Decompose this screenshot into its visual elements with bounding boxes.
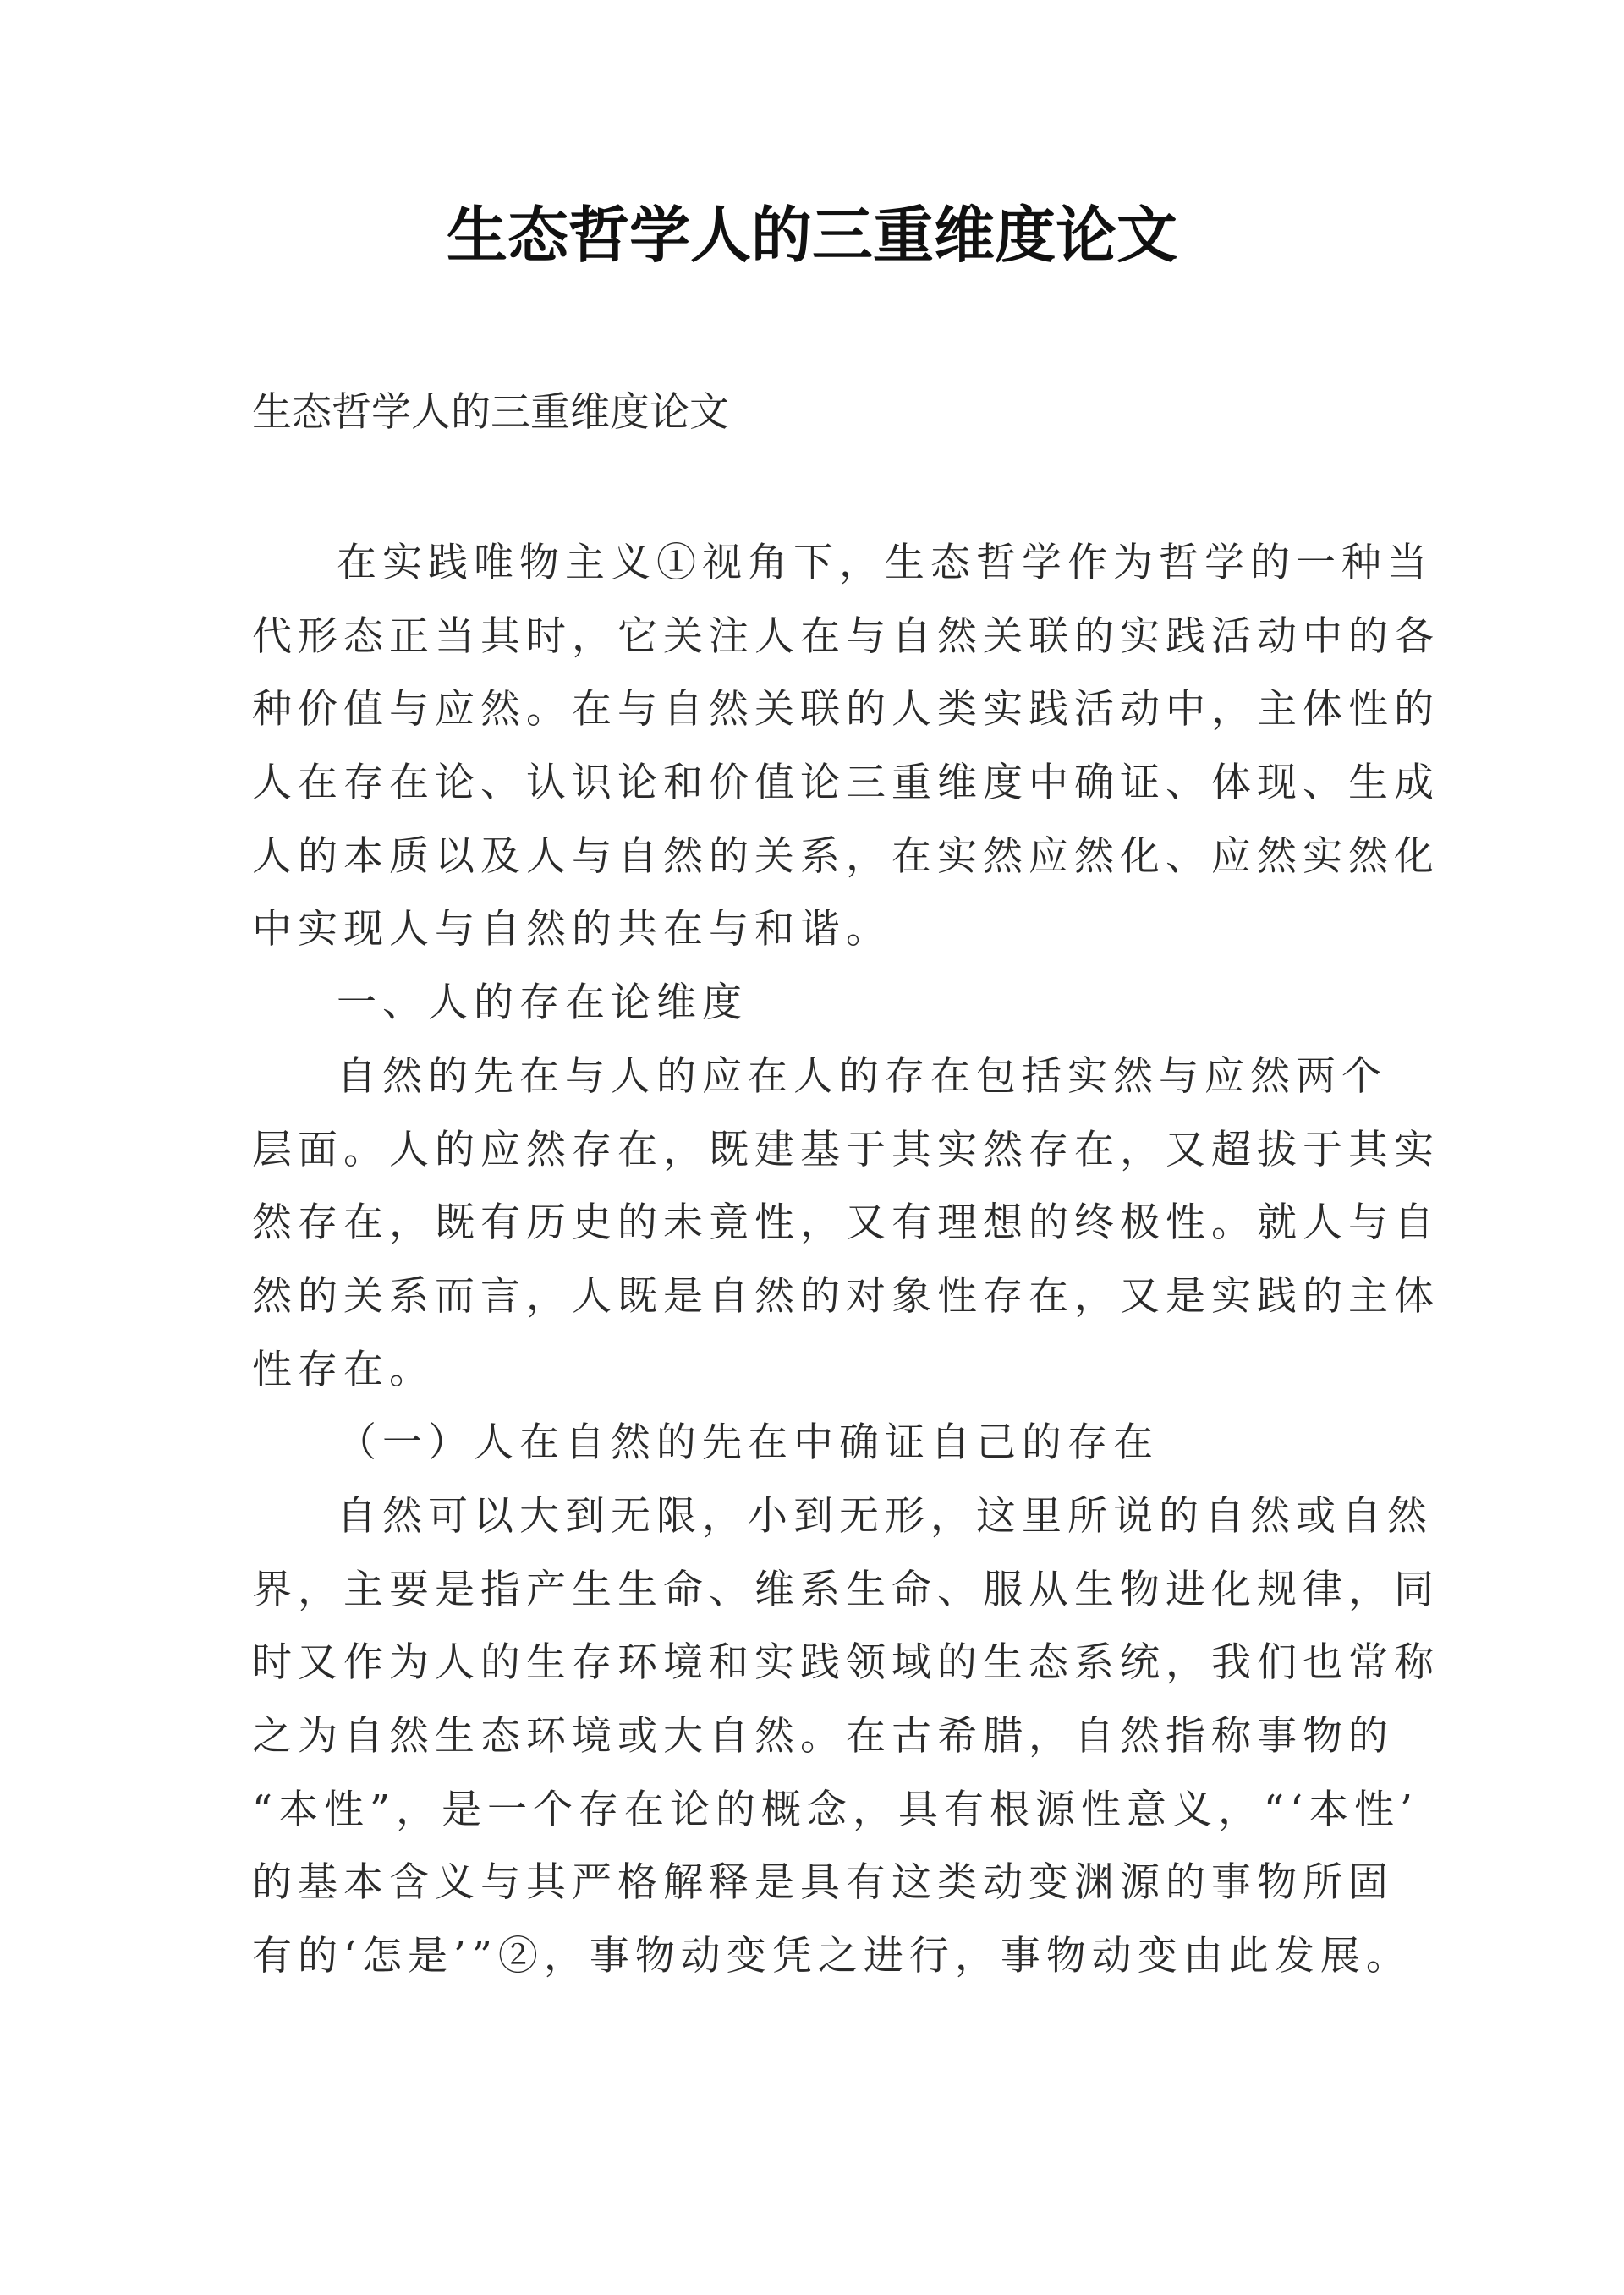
document-title: 生态哲学人的三重维度论文 <box>446 199 1177 271</box>
body-text-line: 性存在。 <box>252 1346 435 1393</box>
document-body <box>252 527 1453 1994</box>
body-text-line: 一、人的存在论维度 <box>337 980 748 1027</box>
body-text-line: 自然可以大到无限，小到无形，这里所说的自然或自然 <box>337 1492 1433 1540</box>
body-text-line: 自然的先在与人的应在人的存在包括实然与应然两个 <box>337 1052 1387 1100</box>
body-text-line: “本性”，是一个存在论的概念，具有根源性意义，“‘本性’ <box>252 1786 1418 1833</box>
body-text-line: 然存在，既有历史的未竟性，又有理想的终极性。就人与自 <box>252 1200 1440 1247</box>
body-text-line: 时又作为人的生存环境和实践领域的生态系统，我们也常称 <box>252 1639 1440 1687</box>
body-text-line: 中实现人与自然的共在与和谐。 <box>252 906 892 953</box>
body-text-line: 代形态正当其时，它关注人在与自然关联的实践活动中的各 <box>252 612 1440 660</box>
body-text-line: 界，主要是指产生生命、维系生命、服从生物进化规律，同 <box>252 1566 1440 1613</box>
body-text-line: 然的关系而言，人既是自然的对象性存在，又是实践的主体 <box>252 1272 1440 1320</box>
body-text-line: 有的‘怎是’”②，事物动变凭之进行，事物动变由此发展。 <box>252 1933 1412 1980</box>
body-text-line: 层面。人的应然存在，既建基于其实然存在，又超拔于其实 <box>252 1126 1440 1173</box>
document-subtitle: 生态哲学人的三重维度论文 <box>252 389 729 436</box>
body-text-line: 人在存在论、认识论和价值论三重维度中确证、体现、生成 <box>252 760 1440 807</box>
body-text-line: 人的本质以及人与自然的关系，在实然应然化、应然实然化 <box>252 832 1440 880</box>
body-text-line: 种价值与应然。在与自然关联的人类实践活动中，主体性的 <box>252 686 1440 733</box>
body-text-line: 在实践唯物主义①视角下，生态哲学作为哲学的一种当 <box>337 540 1433 586</box>
body-text-line: 的基本含义与其严格解释是具有这类动变渊源的事物所固 <box>252 1859 1394 1907</box>
body-text-line: （一）人在自然的先在中确证自己的存在 <box>337 1419 1159 1467</box>
body-text-line: 之为自然生态环境或大自然。在古希腊，自然指称事物的 <box>252 1713 1394 1760</box>
